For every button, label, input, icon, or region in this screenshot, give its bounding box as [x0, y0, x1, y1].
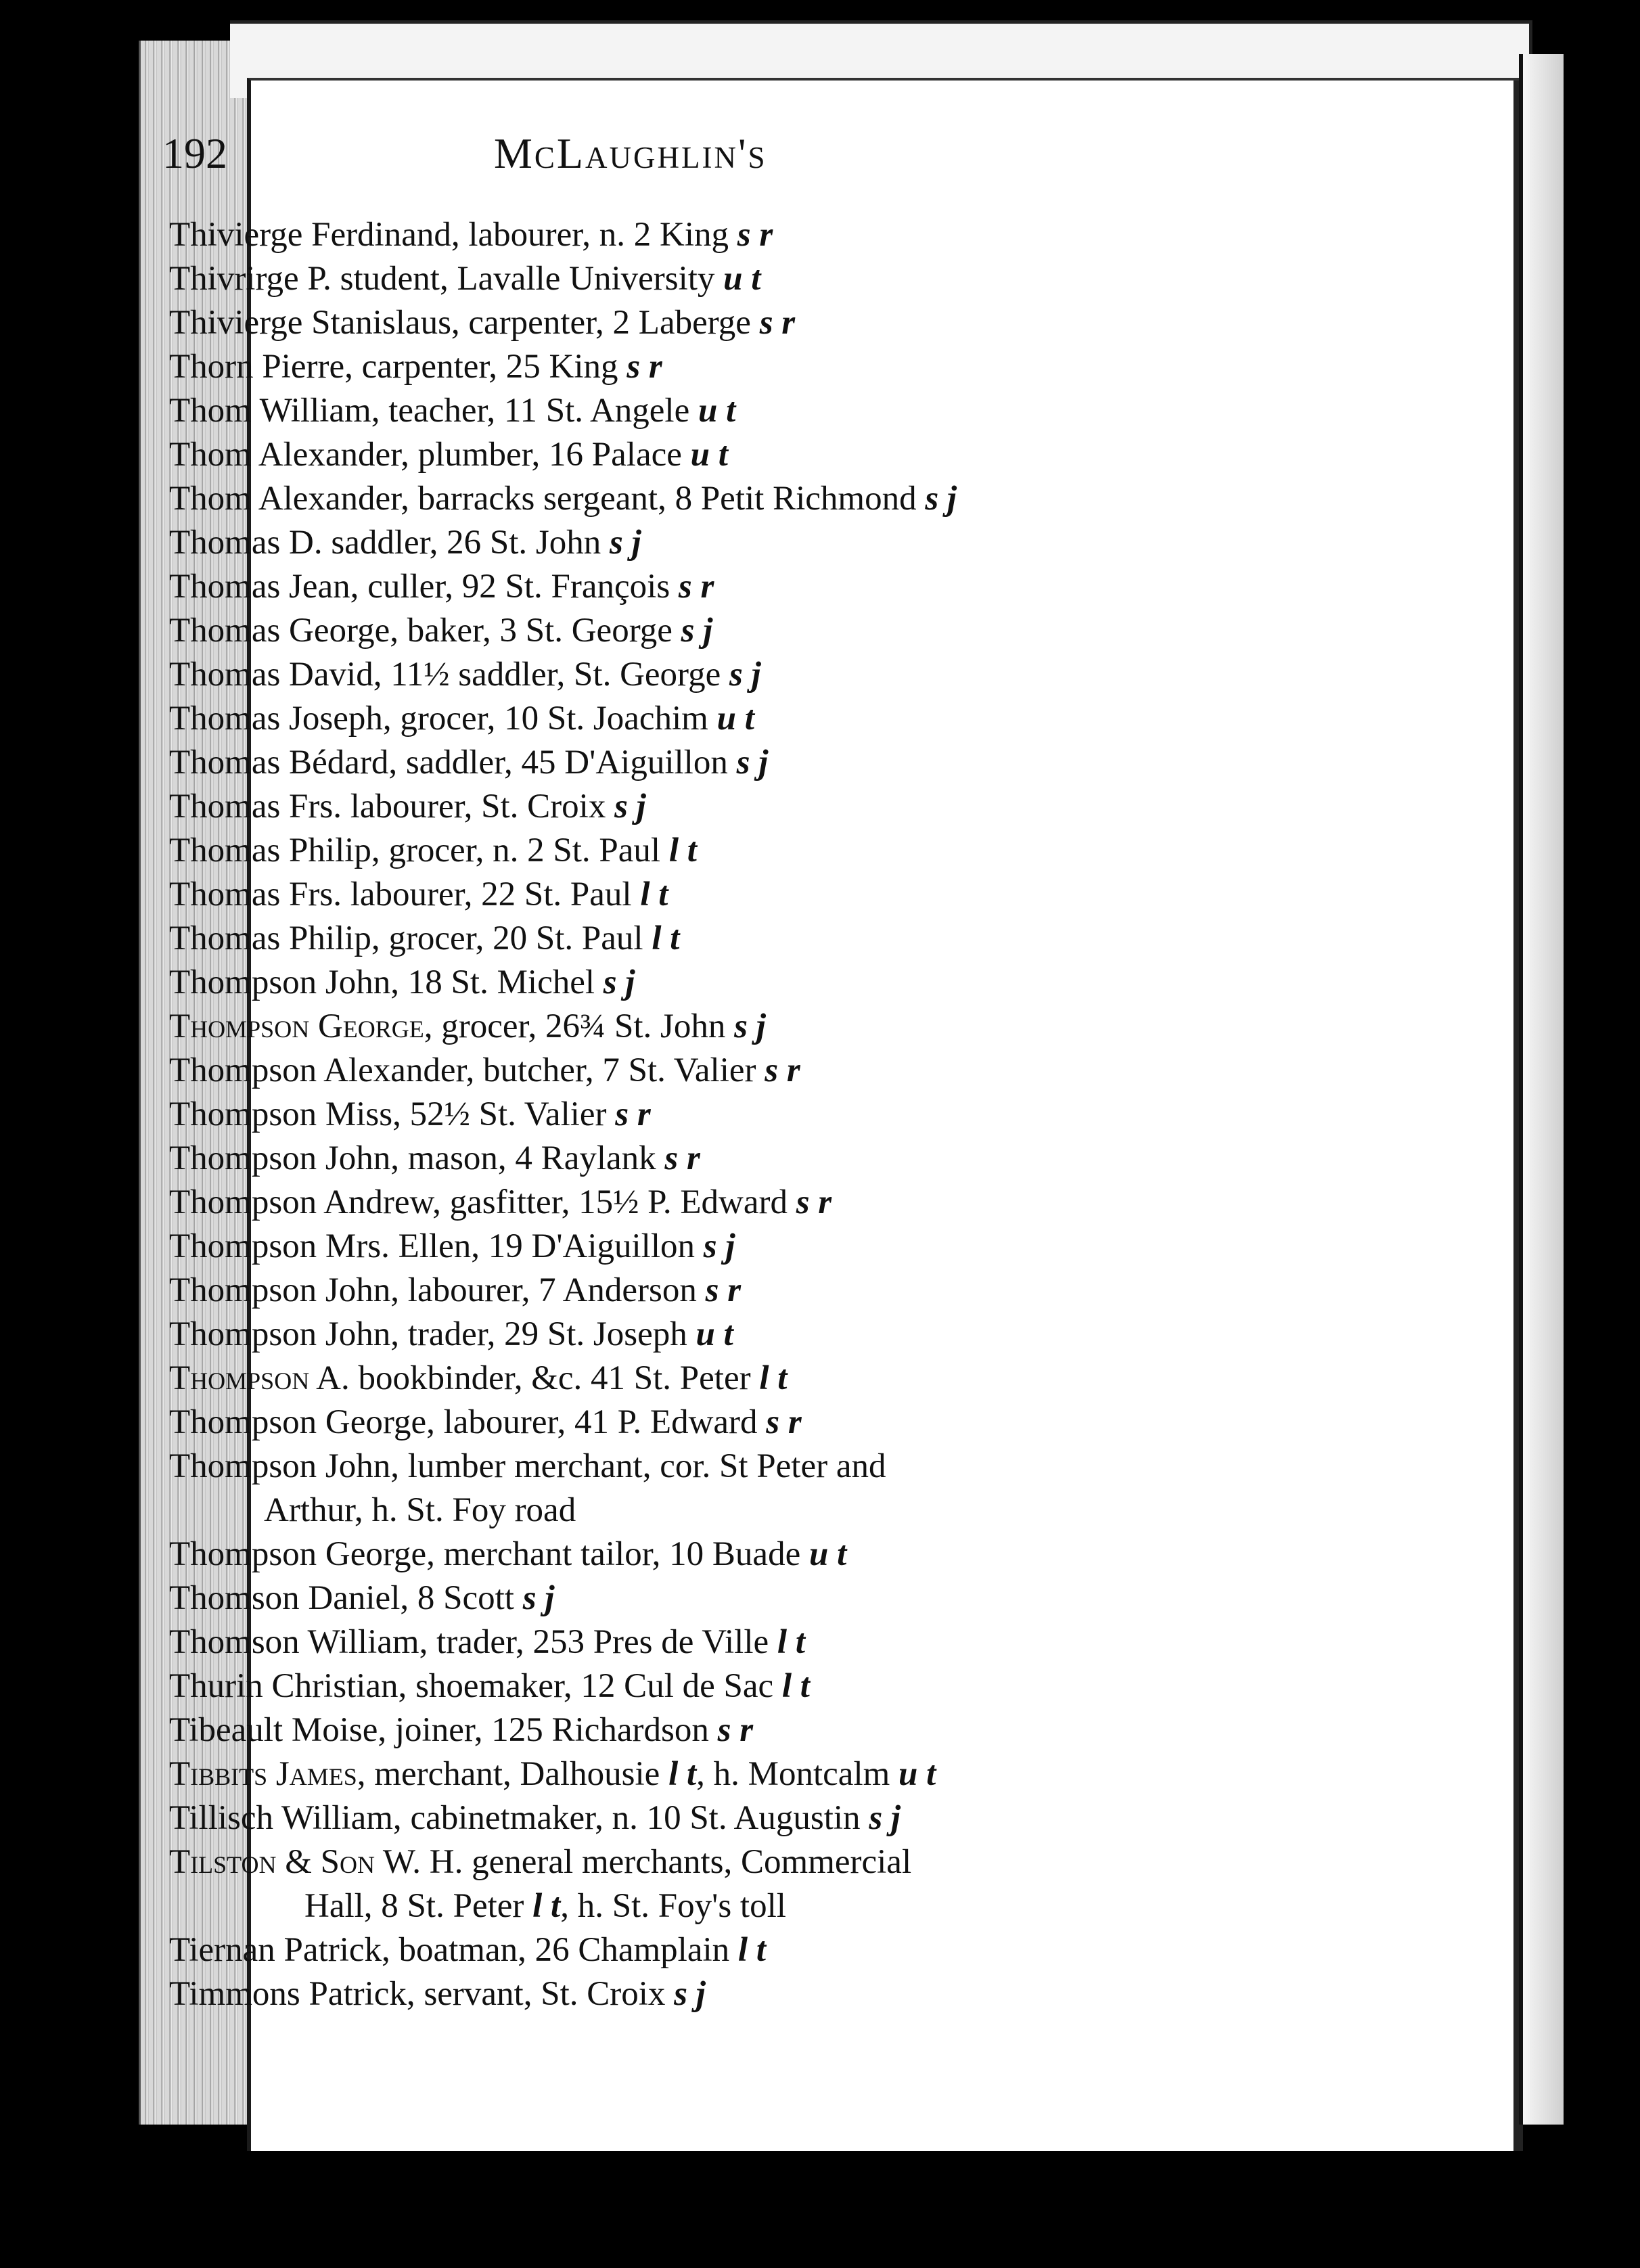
entry-name: Thompson George, [169, 1007, 442, 1045]
entry-details: barracks sergeant, 8 Petit Richmond [417, 480, 917, 518]
directory-entry [169, 301, 1116, 345]
entry-name: Thomas Philip, [169, 920, 389, 957]
entry-ward: s r [757, 1403, 802, 1441]
entry-details: baker, 3 St. George [407, 612, 673, 650]
entry-ward: s j [665, 1975, 706, 2013]
entry-ward: l t [660, 1755, 697, 1793]
directory-entry [169, 1269, 1116, 1313]
entry-details: lumber merchant, cor. St Peter and [407, 1447, 886, 1485]
entry-details: mason, 4 Raylank [407, 1139, 656, 1177]
entry-ward: s j [916, 480, 957, 518]
entry-ward: s r [787, 1183, 832, 1221]
entry-name: Thompson John, [169, 1271, 408, 1309]
entry-name: Tillisch William, [169, 1799, 411, 1837]
entry-name: Thivierge Ferdinand, [169, 216, 469, 254]
entry-name: Thomas Bédard, [169, 744, 406, 781]
entry-details: trader, 253 Pres de Ville [436, 1623, 769, 1661]
entry-ward: s j [695, 1227, 735, 1265]
entry-details: 19 D'Aiguillon [488, 1227, 696, 1265]
entry-details: plumber, 16 Palace [417, 436, 682, 474]
entry-details: boatman, 26 Champlain [398, 1931, 730, 1969]
entry-name: Thorn Pierre, [169, 348, 362, 386]
entry-name: Thompson John, [169, 963, 408, 1001]
entry-details: bookbinder, &c. 41 St. Peter [358, 1359, 751, 1397]
entry-name: Thompson John, [169, 1139, 408, 1177]
entry-ward: s r [750, 304, 796, 342]
directory-entry [169, 257, 1116, 301]
directory-entry [169, 1137, 1116, 1181]
directory-entry [169, 697, 1116, 741]
entry-ward: s j [721, 656, 761, 694]
entry-ward: s r [670, 568, 714, 606]
entry-ward: s j [672, 612, 713, 650]
entry-ward: s j [725, 1007, 766, 1045]
entry-ward: s j [727, 744, 769, 781]
directory-entry [169, 1445, 1116, 1533]
directory-entry [169, 961, 1116, 1005]
entry-ward: l t [643, 920, 680, 957]
entry-details: labourer, St. Croix [350, 788, 606, 825]
entry-name: Tilston & Son W. H. [169, 1843, 472, 1881]
entry-ward: u t [708, 700, 754, 738]
directory-entry [169, 1093, 1116, 1137]
entry-ward: u t [800, 1535, 847, 1573]
entry-name: Thomas Joseph, [169, 700, 401, 738]
entry-name: Timmons Patrick, [169, 1975, 424, 2013]
directory-entry [169, 829, 1116, 873]
entry-ward: s j [606, 788, 646, 825]
entry-name: Thomson Daniel, [169, 1579, 417, 1617]
entry-name: Thompson Mrs. Ellen, [169, 1227, 488, 1265]
directory-entry [169, 1401, 1116, 1445]
entry-details: grocer, 20 St. Paul [388, 920, 643, 957]
directory-entry [169, 653, 1116, 697]
entry-name: Thom William, [169, 392, 389, 430]
entry-details: merchant, Dalhousie [374, 1755, 660, 1793]
directory-entries [169, 213, 1116, 2016]
entry-name: Thompson Andrew, [169, 1183, 450, 1221]
entry-details: 18 St. Michel [407, 963, 595, 1001]
directory-entry [169, 1840, 1116, 1928]
entry-ward: u t [687, 1315, 733, 1353]
entry-details: labourer, 22 St. Paul [350, 876, 632, 913]
entry-details: butcher, 7 St. Valier [482, 1051, 756, 1089]
entry-ward: s j [514, 1579, 555, 1617]
directory-entry [169, 1577, 1116, 1620]
entry-name: Thomas D. [169, 524, 332, 562]
entry-home-ward: u t [898, 1755, 936, 1793]
directory-entry [169, 1620, 1116, 1664]
entry-ward: s r [618, 348, 662, 386]
entry-name: Thompson George, [169, 1403, 444, 1441]
entry-home-address: , h. Montcalm [696, 1755, 899, 1793]
entry-name: Thurin Christian, [169, 1667, 416, 1705]
entry-ward: l t [750, 1359, 788, 1397]
entry-name: Thompson John, [169, 1315, 408, 1353]
entry-details: grocer, 10 St. Joachim [400, 700, 708, 738]
entry-name: Thomas David, [169, 656, 391, 694]
entry-details: teacher, 11 St. Angele [388, 392, 690, 430]
directory-entry [169, 565, 1116, 609]
directory-entry [169, 1049, 1116, 1093]
entry-ward: l t [631, 876, 668, 913]
directory-entry [169, 1181, 1116, 1225]
entry-ward: s r [656, 1139, 700, 1177]
entry-name: Thom Alexander, [169, 436, 418, 474]
entry-details: grocer, n. 2 St. Paul [388, 832, 661, 869]
directory-entry [169, 1225, 1116, 1269]
entry-name: Tibeault Moise, [169, 1711, 395, 1749]
entry-details: joiner, 125 Richardson [394, 1711, 709, 1749]
entry-ward: s r [696, 1271, 742, 1309]
entry-details: labourer, 7 Anderson [407, 1271, 697, 1309]
entry-ward: l t [769, 1623, 805, 1661]
entry-details: saddler, 26 St. John [331, 524, 601, 562]
entry-ward: u t [689, 392, 736, 430]
entry-details: trader, 29 St. Joseph [407, 1315, 687, 1353]
entry-name: Thomas Frs. [169, 876, 350, 913]
entry-ward: s r [756, 1051, 800, 1089]
entry-name: Thomas Frs. [169, 788, 350, 825]
directory-entry [169, 1313, 1116, 1357]
entry-details: carpenter, 25 King [361, 348, 618, 386]
entry-ward: l t [524, 1887, 561, 1925]
entry-name: Tibbits James, [169, 1755, 375, 1793]
directory-entry [169, 433, 1116, 477]
page-number: 192 [162, 129, 227, 177]
directory-entry [169, 1357, 1116, 1401]
directory-entry [169, 1708, 1116, 1752]
entry-ward: l t [773, 1667, 810, 1705]
directory-entry [169, 1664, 1116, 1708]
entry-name: Thomas George, [169, 612, 407, 650]
entry-details: gasfitter, 15½ P. Edward [449, 1183, 788, 1221]
running-title: McLaughlin's [494, 129, 767, 177]
directory-entry [169, 741, 1116, 785]
entry-details: 8 Scott [417, 1579, 514, 1617]
entry-ward: s j [595, 963, 635, 1001]
entry-details: labourer, n. 2 King [468, 216, 729, 254]
entry-ward: u t [681, 436, 728, 474]
entry-details: labourer, 41 P. Edward [443, 1403, 758, 1441]
directory-entry [169, 521, 1116, 565]
entry-details: saddler, 45 D'Aiguillon [405, 744, 728, 781]
entry-ward: l t [729, 1931, 767, 1969]
directory-entry [169, 1005, 1116, 1049]
entry-ward: s j [860, 1799, 901, 1837]
entry-details: cabinetmaker, n. 10 St. Augustin [410, 1799, 861, 1837]
entry-name: Thomas Jean, [169, 568, 368, 606]
entry-details: general merchants, Commercial [472, 1843, 912, 1881]
entry-continuation: Arthur, h. St. Foy road [264, 1491, 576, 1529]
directory-entry [169, 1533, 1116, 1577]
entry-details: shoemaker, 12 Cul de Sac [415, 1667, 774, 1705]
directory-entry [169, 917, 1116, 961]
entry-name: Thivierge Stanislaus, [169, 304, 469, 342]
entry-name: Thompson Alexander, [169, 1051, 483, 1089]
directory-entry [169, 389, 1116, 433]
entry-ward: s j [601, 524, 641, 562]
entry-name: Thompson George, [169, 1535, 444, 1573]
entry-details: merchant tailor, 10 Buade [443, 1535, 801, 1573]
entry-details: carpenter, 2 Laberge [468, 304, 751, 342]
entry-name: Thomas Philip, [169, 832, 389, 869]
entry-name: Thompson Miss, [169, 1095, 410, 1133]
entry-ward: l t [660, 832, 697, 869]
entry-name: Thompson A. [169, 1359, 359, 1397]
directory-entry [169, 1752, 1116, 1796]
entry-details: grocer, 26¾ St. John [441, 1007, 726, 1045]
entry-name: Thom Alexander, [169, 480, 418, 518]
directory-entry [169, 1972, 1116, 2016]
directory-entry [169, 873, 1116, 917]
entry-details: culler, 92 St. François [367, 568, 670, 606]
facing-page-edge [1519, 54, 1564, 2125]
entry-details: student, Lavalle University [340, 260, 715, 298]
entry-name: Tiernan Patrick, [169, 1931, 399, 1969]
entry-name: Thomson William, [169, 1623, 437, 1661]
entry-details: 52½ St. Valier [409, 1095, 607, 1133]
entry-name: Thompson John, [169, 1447, 408, 1485]
entry-continuation: Hall, 8 St. Peter l t, h. St. Foy's toll [304, 1887, 786, 1925]
directory-entry [169, 609, 1116, 653]
entry-name: Thivrirge P. [169, 260, 340, 298]
entry-ward: u t [714, 260, 761, 298]
entry-ward: s r [729, 216, 773, 254]
directory-entry [169, 1796, 1116, 1840]
entry-ward: s r [708, 1711, 754, 1749]
entry-ward: s r [606, 1095, 651, 1133]
directory-entry [169, 785, 1116, 829]
directory-entry [169, 477, 1116, 521]
directory-entry [169, 1928, 1116, 1972]
entry-details: 11½ saddler, St. George [390, 656, 721, 694]
directory-entry [169, 345, 1116, 389]
entry-details: servant, St. Croix [424, 1975, 666, 2013]
directory-entry [169, 213, 1116, 257]
